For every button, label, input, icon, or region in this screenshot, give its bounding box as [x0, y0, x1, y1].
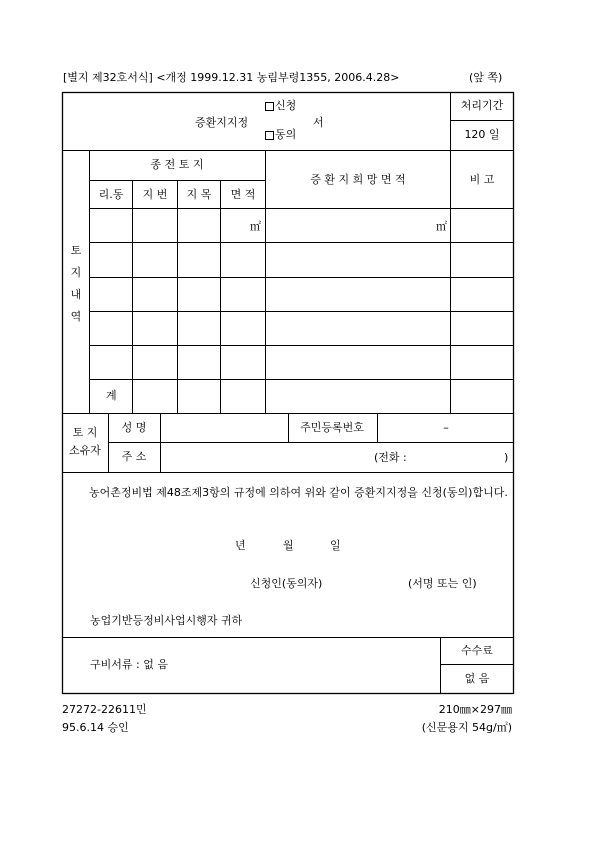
desired-area-unit: ㎡	[436, 220, 447, 233]
col-village: 리.동	[98, 188, 124, 201]
processing-period-label: 처리기간	[460, 99, 504, 112]
phone-close: )	[504, 451, 509, 464]
processing-period-value: 120 일	[464, 128, 500, 141]
consent-option-label: 동의	[275, 128, 297, 141]
required-documents: 구비서류 : 없 음	[90, 658, 168, 671]
form-title-suffix: 서	[313, 116, 324, 129]
resident-id-label: 주민등록번호	[300, 421, 364, 434]
col-lot-number: 지 번	[142, 188, 168, 201]
month-label: 월	[283, 539, 294, 552]
total-label: 계	[106, 389, 117, 402]
recipient-label: 농업기반등정비사업시행자 귀하	[90, 614, 243, 627]
previous-land-header: 종 전 토 지	[150, 158, 204, 171]
land-section-label: 토지내역	[70, 244, 82, 323]
form-title: 증환지지정	[195, 116, 249, 129]
paper-size: 210㎜×297㎜	[438, 703, 512, 716]
applicant-label: 신청인(동의자)	[250, 577, 323, 590]
apply-checkbox[interactable]	[265, 102, 274, 111]
address-label: 주 소	[121, 450, 147, 463]
year-label: 년	[235, 539, 246, 552]
paper-type: (신문용지 54g/㎡)	[421, 721, 512, 734]
consent-checkbox[interactable]	[265, 131, 274, 140]
name-label: 성 명	[121, 421, 147, 434]
owner-section-label: 토 지 소유자	[69, 426, 101, 457]
signature-label: (서명 또는 인)	[408, 577, 477, 590]
form-label: [별지 제32호서식] <개정 1999.12.31 농림부령1355, 2006.4.28>	[63, 71, 400, 84]
resident-id-dash: –	[443, 421, 449, 434]
application-statement: 농어촌정비법 제48조제3항의 규정에 의하여 위와 같이 증환지지정을 신청(동의)합니다.	[89, 486, 508, 499]
fee-value: 없 음	[464, 672, 490, 685]
fee-label: 수수료	[461, 644, 493, 657]
col-land-category: 지 목	[186, 188, 212, 201]
col-area: 면 적	[230, 188, 256, 201]
desired-area-header: 증 환 지 희 망 면 적	[310, 173, 406, 186]
phone-label: (전화 :	[374, 451, 407, 464]
remarks-header: 비 고	[469, 173, 495, 186]
form-code: 27272-22611민	[62, 703, 147, 716]
apply-option-label: 신청	[275, 99, 297, 112]
page-side-label: (앞 쪽)	[469, 71, 503, 84]
approval-date: 95.6.14 승인	[62, 721, 129, 734]
day-label: 일	[330, 539, 341, 552]
area-unit: ㎡	[250, 220, 261, 233]
